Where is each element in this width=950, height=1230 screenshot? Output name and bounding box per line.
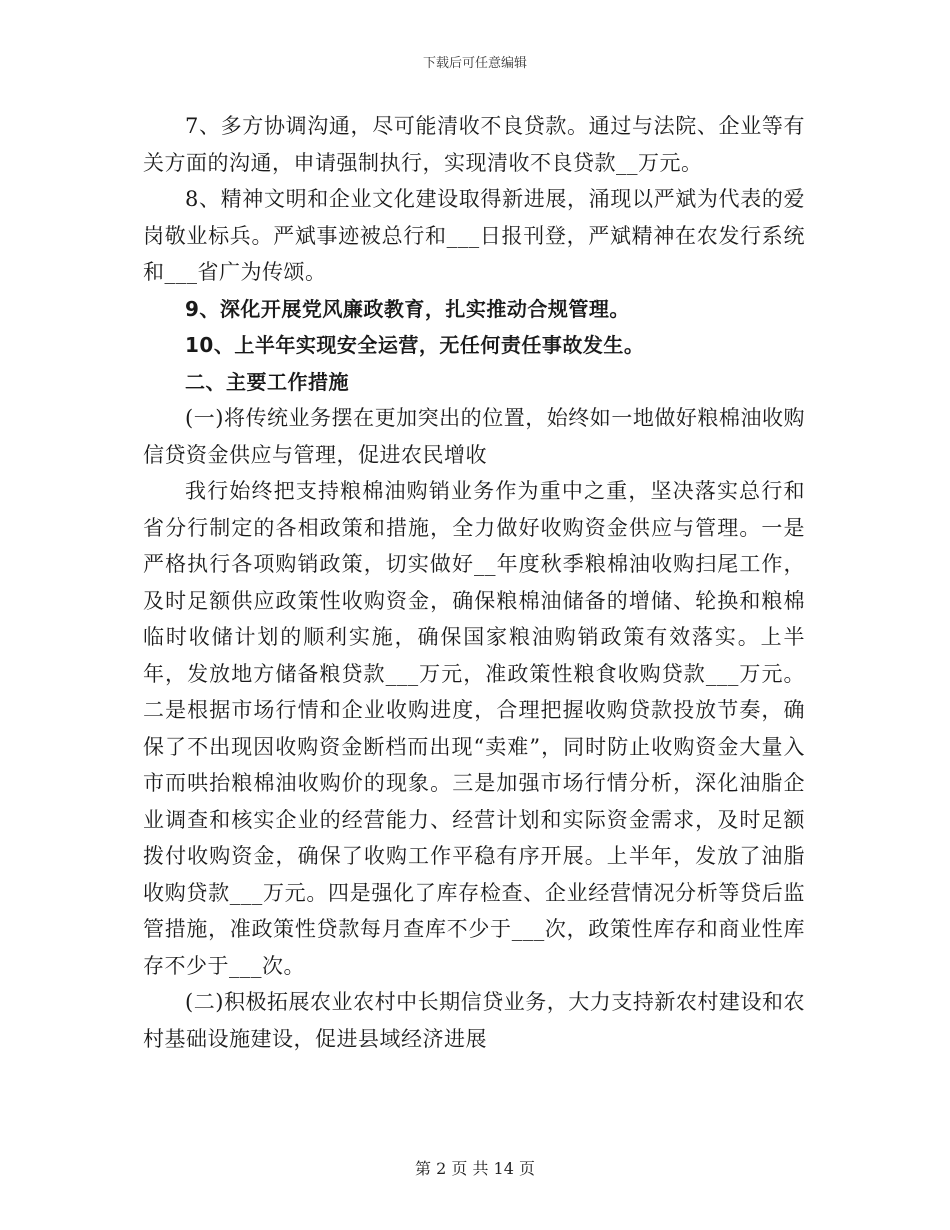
paragraph-item-10: 10、上半年实现安全运营，无任何责任事故发生。	[185, 333, 645, 357]
paragraph-item-7: 7、多方协调沟通，尽可能清收不良贷款。通过与法院、企业等有关方面的沟通，申请强制执行，实现清收不良贷款__万元。	[143, 114, 805, 175]
document-body	[143, 108, 805, 1057]
paragraph-item-8: 8、精神文明和企业文化建设取得新进展，涌现以严斌为代表的爱岗敬业标兵。严斌事迹被总行和___日报刊登，严斌精神在农发行系统和___省广为传颂。	[143, 187, 805, 284]
subsection-heading-2: (二)积极拓展农业农村中长期信贷业务，大力支持新农村建设和农村基础设施建设，促进县域经济进展	[143, 990, 805, 1051]
page-header: 下载后可任意编辑	[422, 56, 527, 71]
paragraph-item-9: 9、深化开展党风廉政教育，扎实推动合规管理。	[185, 296, 630, 321]
section-heading: 二、主要工作措施	[185, 369, 349, 394]
body-paragraph: 我行始终把支持粮棉油购销业务作为重中之重，坚决落实总行和省分行制定的各相政策和措施，全力做好收购资金供应与管理。一是严格执行各项购销政策，切实做好__年度秋季粮棉油收购扫尾工作，及时足额供应政策性收购资金，确保粮棉油储备的增储、轮换和粮棉临时收储计划的顺利实施，确保国家粮油购销政策有效落实。上半年，发放地方储备粮贷款___万元，准政策性粮食收购贷款___万元。二是根据市场行情和企业收购进度，合理把握收购贷款投放节奏，确保了不出现因收购资金断档而出现“卖难”，同时防止收购资金大量入市而哄抬粮棉油收购价的现象。三是加强市场行情分析，深化油脂企业调查和核实企业的经营能力、经营计划和实际资金需求，及时足额拨付收购资金，确保了收购工作平稳有序开展。上半年，发放了油脂收购贷款___万元。四是强化了库存检查、企业经营情况分析等贷后监管措施，准政策性贷款每月查库不少于___次，政策性库存和商业性库存不少于___次。	[143, 479, 805, 978]
subsection-heading-1: (一)将传统业务摆在更加突出的位置，始终如一地做好粮棉油收购信贷资金供应与管理，促进农民增收	[143, 406, 805, 467]
page-footer: 第 2 页 共 14 页	[415, 1159, 535, 1178]
